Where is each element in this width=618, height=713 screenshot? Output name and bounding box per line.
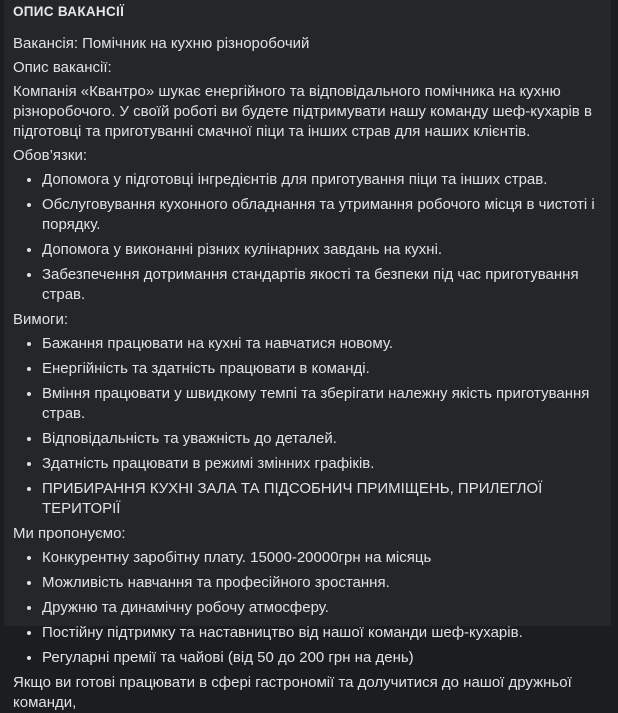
list-item: • Конкурентну заробітну плату. 15000-20000грн на місяць xyxy=(42,548,599,568)
section-label-offer: Ми пропонуємо: xyxy=(13,525,126,542)
list-item: • Здатність працювати в режимі змінних графіків. xyxy=(42,454,599,474)
section-label-duties: Обов’язки: xyxy=(13,147,88,164)
page-title: ОПИС ВАКАНСІЇ xyxy=(13,4,125,19)
list-item: • Допомога у підготовці інгредієнтів для приготування піци та інших страв. xyxy=(42,170,599,190)
duties-list xyxy=(13,170,599,305)
list-item: • Регуларні премії та чайові (від 50 до 200 грн на день) xyxy=(42,648,599,668)
list-item: • Постійну підтримку та наставництво від нашої команди шеф-кухарів. xyxy=(42,623,599,643)
list-item: • Забезпечення дотримання стандартів якості та безпеки під час приготування страв. xyxy=(42,265,599,305)
list-item: • ПРИБИРАННЯ КУХНІ ЗАЛА ТА ПІДСОБНИЧ ПРИМІЩЕНЬ, ПРИЛЕГЛОЇ ТЕРИТОРІЇ xyxy=(42,479,599,519)
list-item: • Дружню та динамічну робочу атмосферу. xyxy=(42,598,599,618)
list-item: • Енергійність та здатність працювати в команді. xyxy=(42,359,599,379)
requirements-list xyxy=(13,334,599,519)
closing-paragraph: Якщо ви готові працювати в сфері гастрономії та долучитися до нашої дружньої команди, xyxy=(13,674,572,711)
list-item: • Відповідальність та уважність до деталей. xyxy=(42,429,599,449)
section-label-requirements: Вимоги: xyxy=(13,311,69,328)
list-item: • Бажання працювати на кухні та навчатися новому. xyxy=(42,334,599,354)
list-item: • Допомога у виконанні різних кулінарних завдань на кухні. xyxy=(42,240,599,260)
list-item: • Можливість навчання та професійного зростання. xyxy=(42,573,599,593)
vacancy-line: Вакансія: Помічник на кухню різноробочий xyxy=(13,35,310,52)
vacancy-description-panel xyxy=(4,0,611,711)
list-item: • Вміння працювати у швидкому темпі та зберігати належну якість приготування страв. xyxy=(42,384,599,424)
list-item: • Обслуговування кухонного обладнання та утримання робочого місця в чистоті і порядку. xyxy=(42,195,599,235)
description-label: Опис вакансії: xyxy=(13,59,112,76)
intro-paragraph: Компанія «Квантро» шукає енергійного та відповідального помічника на кухню різноробочого. У своїй роботі ви будете підтримувати нашу команду шеф-кухарів в підготовці та приготуванні смачної піци та інших страв для наших клієнтів. xyxy=(13,83,592,140)
offer-list xyxy=(13,548,599,668)
right-edge-strip xyxy=(611,0,618,626)
